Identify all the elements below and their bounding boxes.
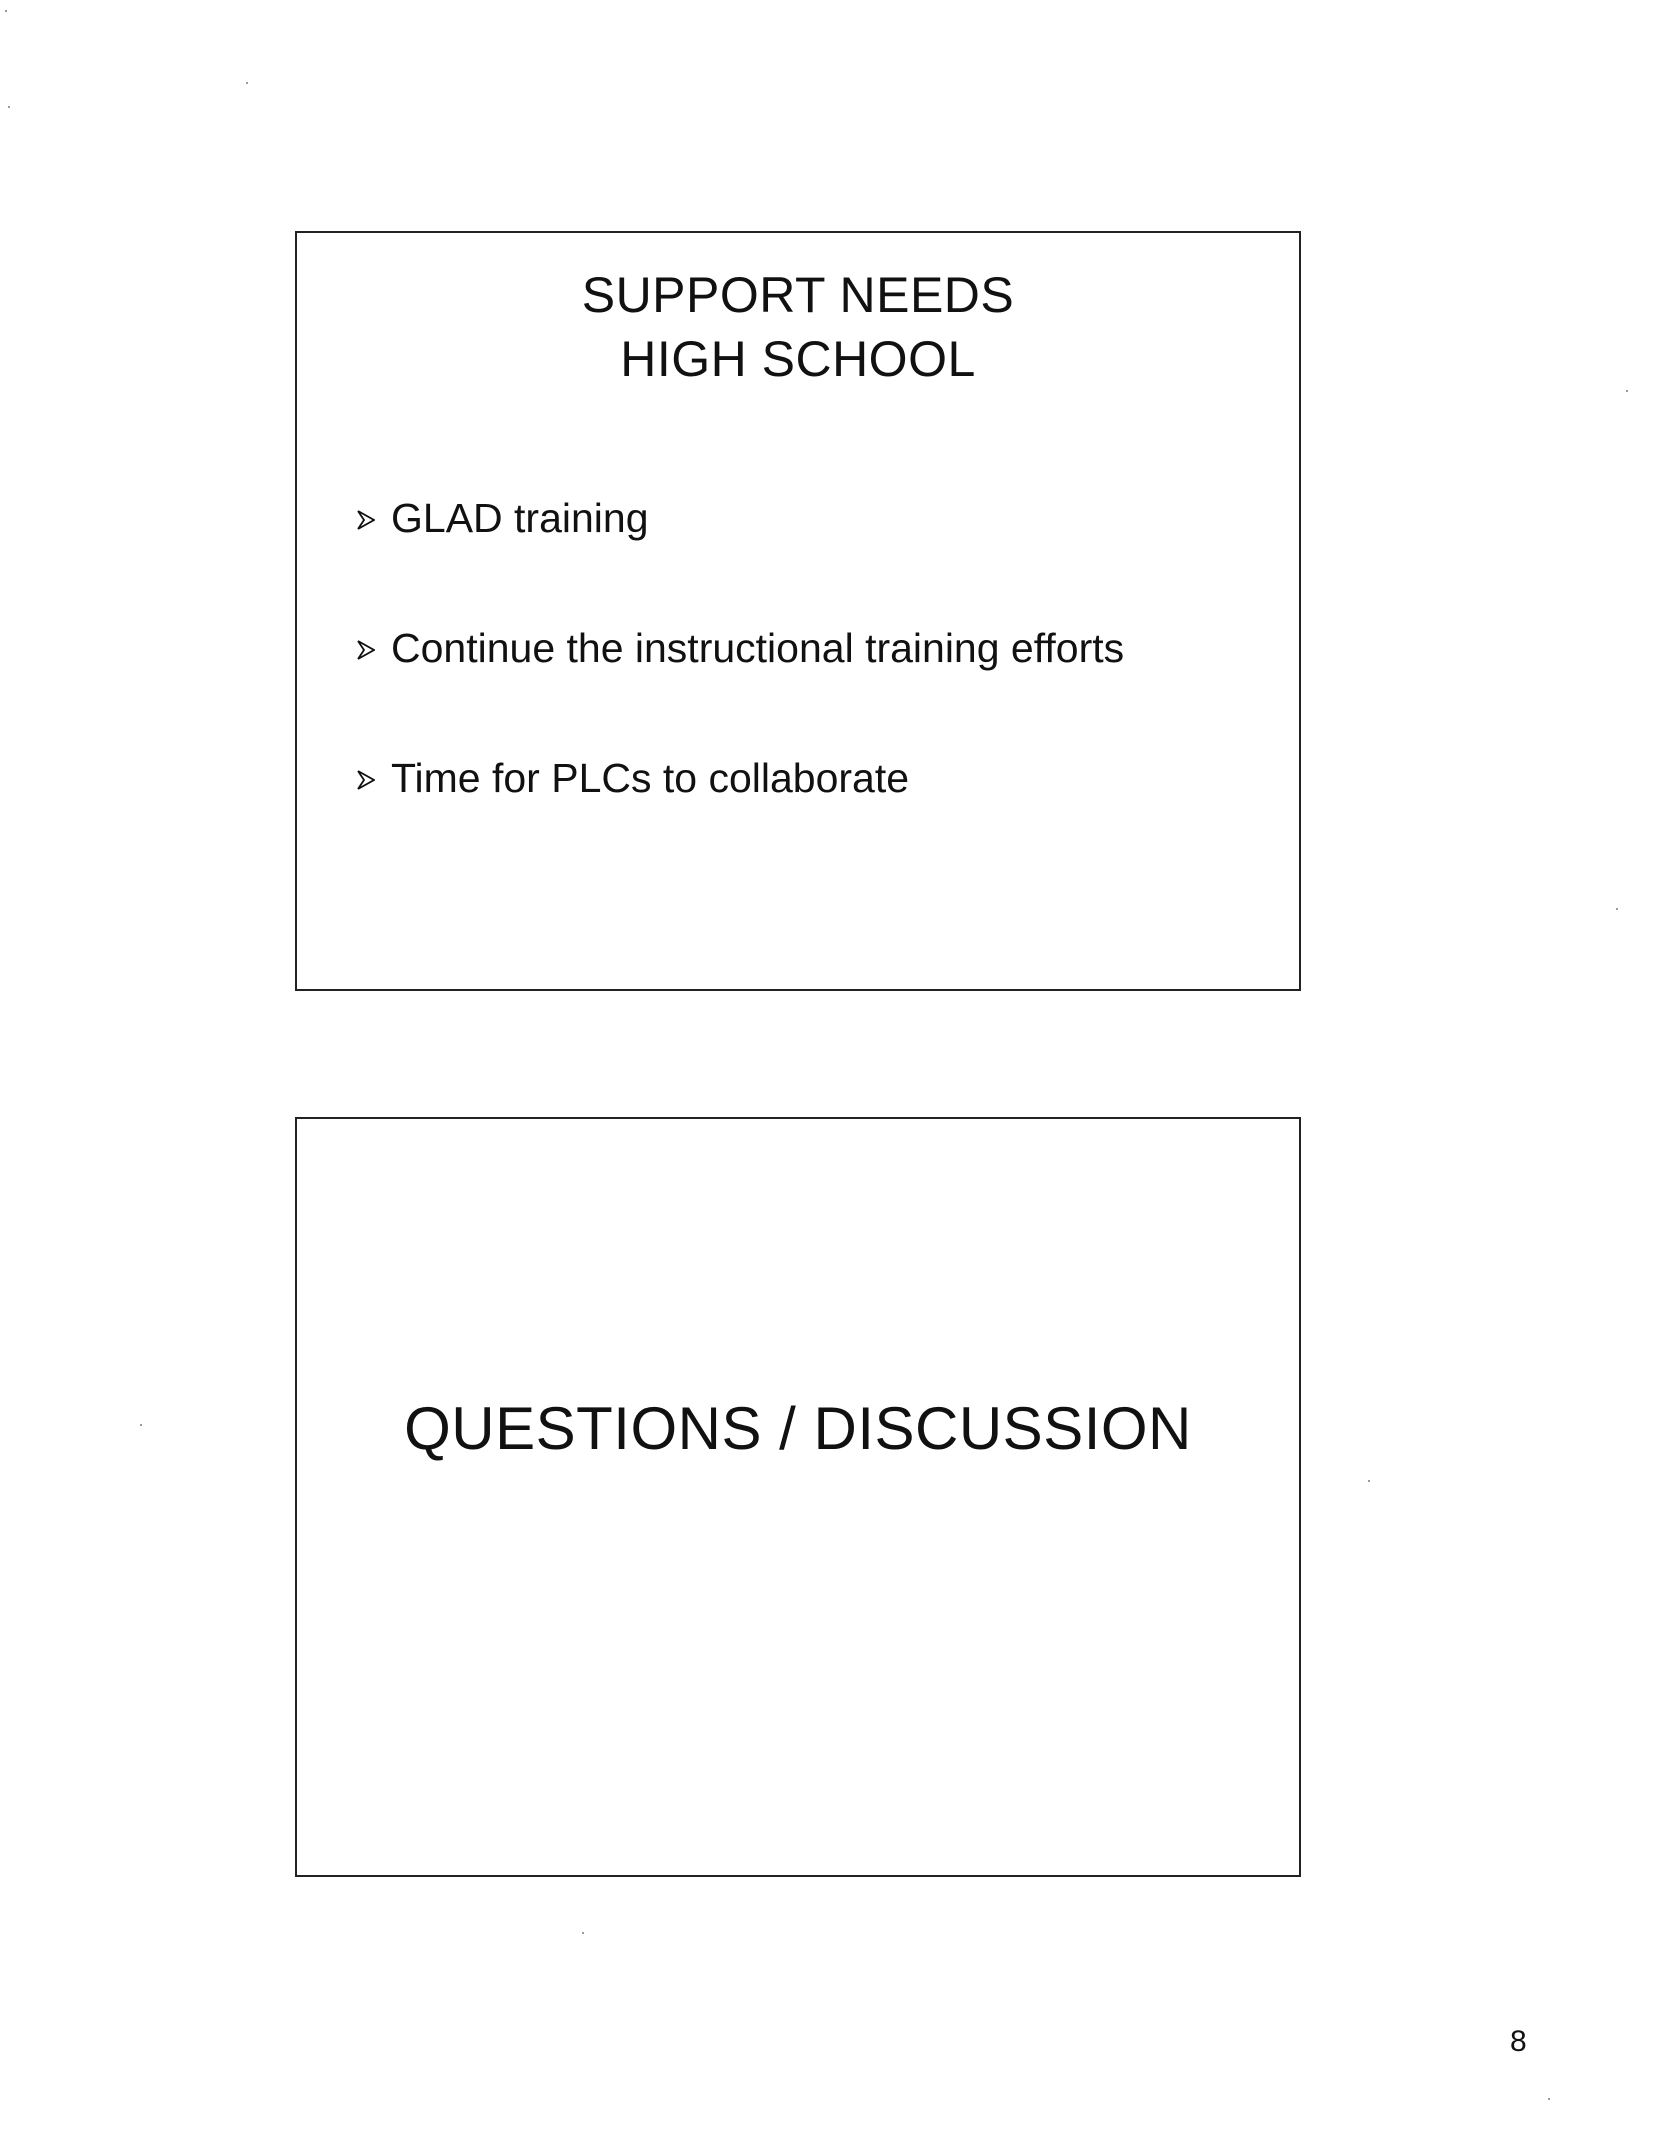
bullet-text: GLAD training [391,495,649,541]
slide-title-line-1: SUPPORT NEEDS [581,267,1015,323]
page-number: 8 [1510,2025,1527,2058]
bullet-text: Time for PLCs to collaborate [391,755,910,801]
slide-questions [295,1117,1301,1877]
slide-title-line-2: HIGH SCHOOL [620,331,976,387]
arrow-bullet-icon [357,510,375,530]
bullet-text: Continue the instructional training efforts [391,625,1125,671]
arrow-bullet-icon [357,770,375,790]
slide-title [297,263,1299,391]
list-item [357,493,1124,543]
slide-support-needs [295,231,1301,991]
list-item [357,623,1124,673]
arrow-bullet-icon [357,640,375,660]
list-item [357,753,1124,803]
bullet-list [357,493,1124,883]
slide-title: QUESTIONS / DISCUSSION [404,1395,1192,1462]
